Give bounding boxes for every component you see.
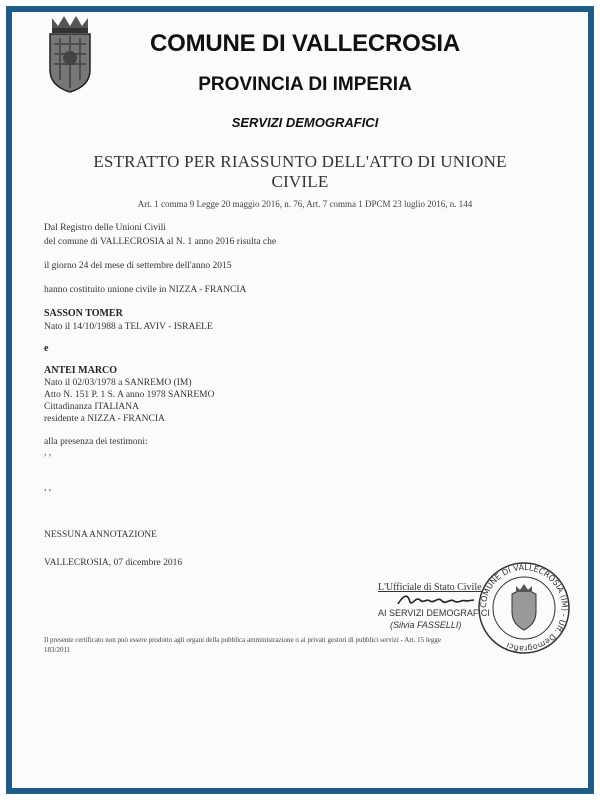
- validity-notice: Il presente certificato non può essere prodotto agli organi della pubblica amministrazione o ai privati gestori di pubblici servizi - Art. 15 legge 183/2011: [44, 636, 442, 654]
- province-heading: PROVINCIA DI IMPERIA: [198, 74, 412, 95]
- party1-birth: Nato il 14/10/1988 a TEL AVIV - ISRAELE: [44, 322, 213, 332]
- document-title: ESTRATTO PER RIASSUNTO DELL'ATTO DI UNIONE CIVILE: [93, 152, 507, 191]
- annotation-line: NESSUNA ANNOTAZIONE: [44, 530, 157, 540]
- officer-office: AI SERVIZI DEMOGRAFICI: [378, 608, 490, 618]
- party2-birth: Nato il 02/03/1978 a SANREMO (IM): [44, 378, 192, 388]
- witness-2: , ,: [44, 483, 52, 493]
- party2-residence: residente a NIZZA - FRANCIA: [44, 414, 165, 424]
- party2-name: ANTEI MARCO: [44, 365, 118, 376]
- registry-number-line: del comune di VALLECROSIA al N. 1 anno 2016 risulta che: [44, 237, 277, 247]
- union-place-line: hanno costituito unione civile in NIZZA - FRANCIA: [44, 285, 247, 295]
- party2-act: Atto N. 151 P. 1 S. A anno 1978 SANREMO: [44, 390, 215, 400]
- party2-citizenship: Cittadinanza ITALIANA: [44, 402, 139, 412]
- union-date-line: il giorno 24 del mese di settembre dell'anno 2015: [44, 261, 232, 271]
- registry-line: Dal Registro delle Unioni Civili: [44, 223, 166, 233]
- party1-name: SASSON TOMER: [44, 308, 123, 319]
- witness-1: , ,: [44, 448, 52, 458]
- witnesses-label: alla presenza dei testimoni:: [44, 437, 148, 447]
- conjunction: e: [44, 343, 49, 354]
- legal-reference: Art. 1 comma 9 Legge 20 maggio 2016, n. 76, Art. 7 comma 1 DPCM 23 luglio 2016, n. 144: [137, 199, 473, 209]
- handwritten-signature: [396, 592, 476, 608]
- officer-title: L'Ufficiale di Stato Civile: [378, 582, 482, 593]
- department-heading: SERVIZI DEMOGRAFICI: [231, 115, 379, 130]
- municipality-heading: COMUNE DI VALLECROSIA: [149, 30, 461, 57]
- officer-name: (Silvia FASSELLI): [390, 620, 462, 630]
- svg-text:COMUNE DI VALLECROSIA (IM) - U: COMUNE DI VALLECROSIA (IM) - Uff. Demografici: [478, 562, 570, 654]
- place-date-line: VALLECROSIA, 07 dicembre 2016: [44, 558, 183, 568]
